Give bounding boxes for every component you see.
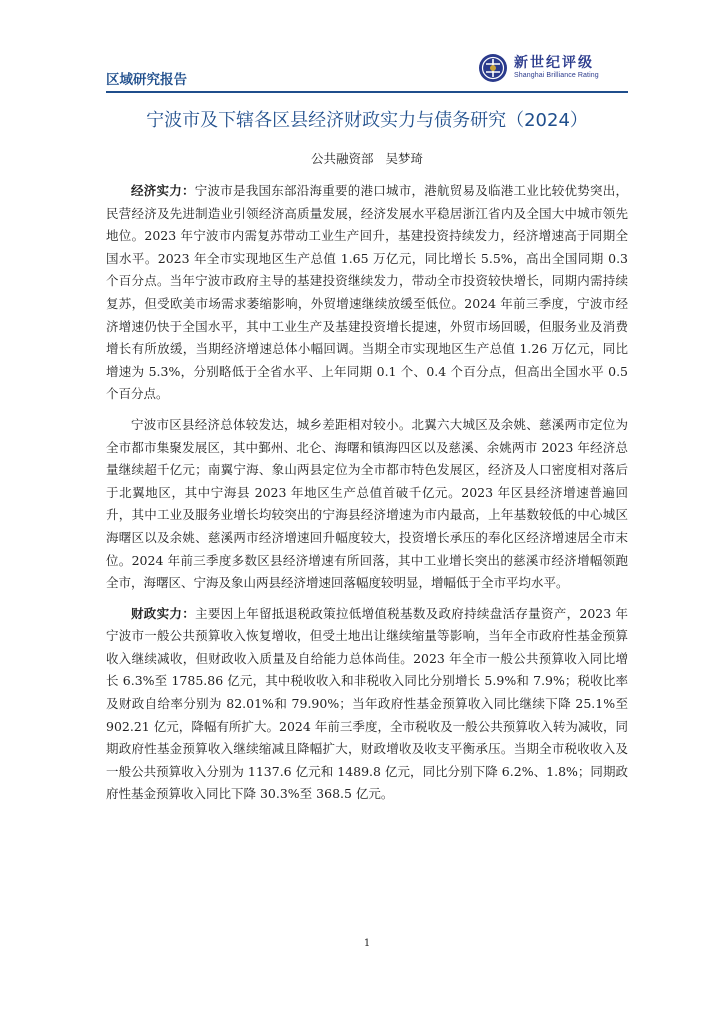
paragraph-text: 宁波市是我国东部沿海重要的港口城市，港航贸易及临港工业比较优势突出，民营经济及先进制造业引领经济高质量发展，经济发展水平稳居浙江省内及全国大中城市领先地位。2023 年宁波市内需复苏带动工业生产回升，基建投资持续发力，经济增速高于同期全国水平。2023 年全市实现地区生产总值 1.65 万亿元，同比增长 5.5%，高出全国同期 0.3 个百分点。当年宁波市政府主导的基建投资继续发力，带动全市投资较快增长，同期内需持续复苏，但受欧美市场需求萎缩影响，外贸增速继续放缓至低位。2024 年前三季度，宁波市经济增速仍快于全国水平，其中工业生产及基建投资增长提速，外贸市场回暖，但服务业及消费增长有所放缓，当期经济增速总体小幅回调。当期全市实现地区生产总值 1.26 万亿元，同比增速为 5.3%，分别略低于全省水平、上年同期 0.1 个、0.4 个百分点，但高出全国水平 0.5 个百分点。 bbox=[106, 183, 628, 402]
document-body bbox=[106, 180, 628, 806]
page-number: 1 bbox=[363, 938, 371, 949]
header-divider bbox=[106, 91, 628, 93]
brilliance-rating-logo-icon bbox=[478, 53, 508, 83]
paragraph-district-economy bbox=[106, 414, 628, 595]
paragraph-fiscal-strength bbox=[106, 603, 628, 806]
company-logo bbox=[478, 50, 628, 88]
paragraph-lead: 财政实力： bbox=[131, 605, 196, 621]
author-name: 吴梦琦 bbox=[385, 151, 423, 166]
page-header bbox=[106, 50, 628, 90]
department-name: 公共融资部 bbox=[311, 151, 374, 166]
report-type-label: 区域研究报告 bbox=[106, 72, 187, 88]
logo-chinese-name: 新世纪评级 bbox=[514, 55, 594, 71]
paragraph-economic-strength bbox=[106, 180, 628, 406]
paragraph-text: 主要因上年留抵退税政策拉低增值税基数及政府持续盘活存量资产，2023 年宁波市一般公共预算收入恢复增收，但受土地出让继续缩量等影响，当年全市政府性基金预算收入继续减收，但财政收入质量及自给能力总体尚佳。2023 年全市一般公共预算收入同比增长 6.3%至 1785.86 亿元，其中税收收入和非税收入同比分别增长 5.9%和 7.9%；税收比率及财政自给率分别为 82.01%和 79.90%；当年政府性基金预算收入同比继续下降 25.1%至 902.21 亿元，降幅有所扩大。2024 年前三季度，全市税收及一般公共预算收入转为减收，同期政府性基金预算收入继续缩减且降幅扩大，财政增收及收支平衡承压。当期全市税收收入及一般公共预算收入分别为 1137.6 亿元和 1489.8 亿元，同比分别下降 6.2%、1.8%；同期政府性基金预算收入同比下降 30.3%至 368.5 亿元。 bbox=[106, 605, 628, 802]
paragraph-text: 宁波市区县经济总体较发达，城乡差距相对较小。北翼六大城区及余姚、慈溪两市定位为全市都市集聚发展区，其中鄞州、北仑、海曙和镇海四区以及慈溪、余姚两市 2023 年经济总量继续超千亿元；南翼宁海、象山两县定位为全市都市特色发展区，经济及人口密度相对落后于北翼地区，其中宁海县 2023 年地区生产总值首破千亿元。2023 年区县经济增速普遍回升，其中工业及服务业增长均较突出的宁海县经济增速为市内最高，上年基数较低的中心城区海曙区以及余姚、慈溪两市经济增速回升幅度较大，投资增长承压的奉化区经济增速居全市末位。2024 年前三季度多数区县经济增速有所回落，其中工业增长突出的慈溪市经济增幅领跑全市，海曙区、宁海及象山两县经济增速回落幅度较明显，增幅低于全市平均水平。 bbox=[106, 416, 628, 591]
author-line bbox=[106, 149, 628, 167]
paragraph-lead: 经济实力： bbox=[131, 183, 195, 198]
document-title: 宁波市及下辖各区县经济财政实力与债务研究（2024） bbox=[146, 110, 588, 131]
logo-english-name: Shanghai Brilliance Rating bbox=[514, 72, 599, 79]
